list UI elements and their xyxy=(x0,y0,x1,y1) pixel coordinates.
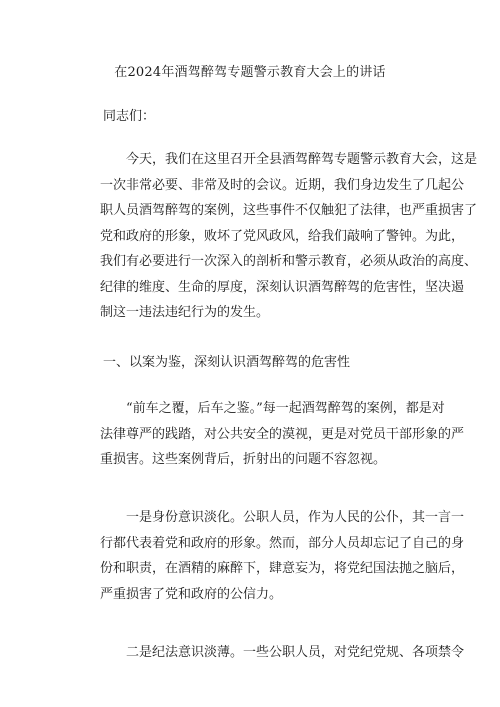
paragraph-line: 一次非常必要、非常及时的会议。近期，我们身边发生了几起公 xyxy=(100,177,465,193)
paragraph-line: 纪律的维度、生命的厚度，深刻认识酒驾醉驾的危害性，坚决遏 xyxy=(100,279,465,295)
paragraph-line: 我们有必要进行一次深入的剖析和警示教育，必须从政治的高度、 xyxy=(100,254,478,269)
paragraph-line: 党和政府的形象，败坏了党风政风，给我们敲响了警钟。为此， xyxy=(100,228,465,244)
paragraph-line: “前车之覆，后车之鉴。”每一起酒驾醉驾的案例，都是对 xyxy=(100,401,445,416)
paragraph-line: 制这一违法违纪行为的发生。 xyxy=(100,305,270,320)
salutation: 同志们： xyxy=(103,109,156,124)
paragraph-line: 法律尊严的践踏，对公共安全的漠视，更是对党员干部形象的严 xyxy=(100,426,465,442)
paragraph-point-two xyxy=(100,640,465,666)
paragraph-line: 行都代表着党和政府的形象。然而，部分人员却忘记了自己的身 xyxy=(100,535,465,551)
paragraph-line: 二是纪法意识淡薄。一些公职人员，对党纪党规、各项禁令 xyxy=(100,645,465,660)
paragraph-line: 严重损害了党和政府的公信力。 xyxy=(100,586,283,602)
section-heading: 一、以案为鉴，深刻认识酒驾醉驾的危害性 xyxy=(103,355,351,370)
paragraph-lesson xyxy=(100,396,465,473)
paragraph-point-one xyxy=(100,505,465,607)
paragraph-intro xyxy=(100,147,478,326)
document-title: 在2024年酒驾醉驾专题警示教育大会上的讲话 xyxy=(114,65,386,80)
paragraph-line: 份和职责，在酒精的麻醉下，肆意妄为，将党纪国法抛之脑后， xyxy=(100,561,465,576)
paragraph-line: 今天，我们在这里召开全县酒驾醉驾专题警示教育大会，这是 xyxy=(100,152,478,167)
paragraph-line: 职人员酒驾醉驾的案例，这些事件不仅触犯了法律，也严重损害了 xyxy=(100,203,478,218)
paragraph-line: 一是身份意识淡化。公职人员，作为人民的公仆，其一言一 xyxy=(100,510,465,525)
paragraph-line: 重损害。这些案例背后，折射出的问题不容忽视。 xyxy=(100,452,387,467)
